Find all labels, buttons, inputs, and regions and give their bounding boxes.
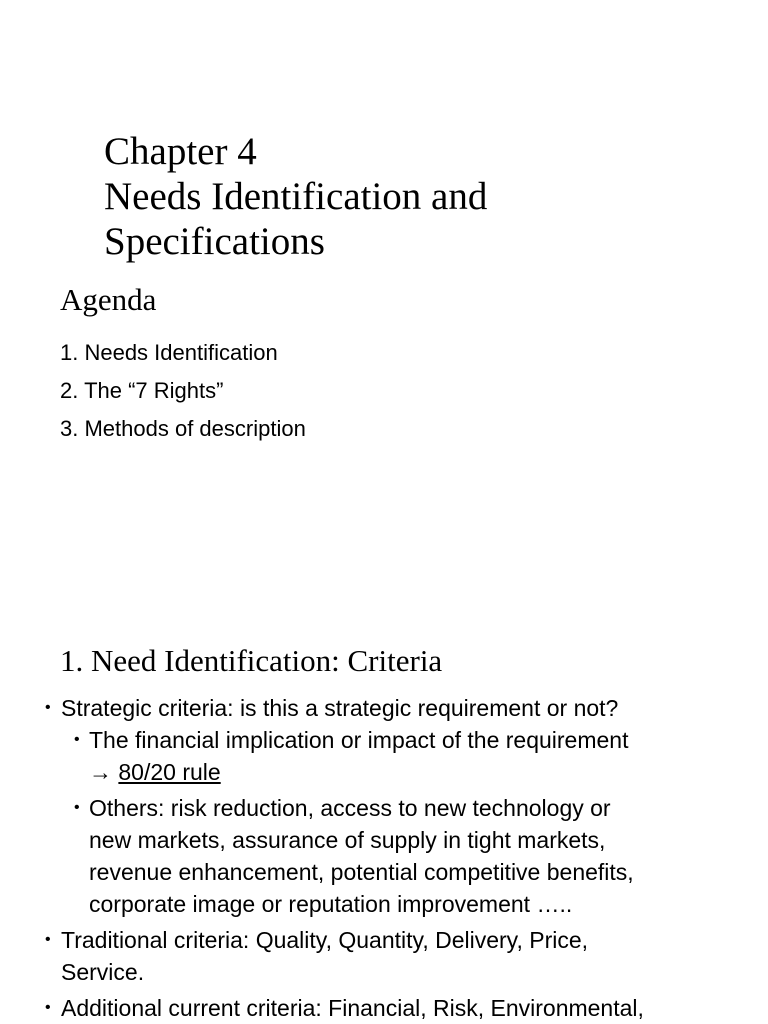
- agenda-item-1: 1. Needs Identification: [60, 340, 278, 365]
- subbullet-others-line-3: revenue enhancement, potential competitive benefits,: [89, 859, 634, 885]
- bullet-additional-text: Additional current criteria: Financial, Risk, Environmental,: [61, 995, 644, 1021]
- subbullet-financial: [0, 724, 768, 756]
- bullet-traditional-line-1: Traditional criteria: Quality, Quantity, Delivery, Price,: [61, 927, 589, 953]
- bullet-dot: •: [74, 731, 80, 748]
- bullet-additional: [0, 992, 768, 1024]
- bullet-strategic: [0, 692, 768, 724]
- subbullet-others-cont-3: [0, 888, 768, 920]
- subbullet-financial-text: The financial implication or impact of the requirement: [89, 727, 629, 753]
- subbullet-others-line-2: new markets, assurance of supply in tight markets,: [89, 827, 606, 853]
- section-heading: 1. Need Identification: Criteria: [60, 643, 443, 678]
- bullet-traditional: [0, 924, 768, 956]
- bullet-dot: •: [45, 999, 51, 1016]
- agenda-item-2: 2. The “7 Rights”: [60, 378, 224, 403]
- bullet-traditional-line-2: Service.: [61, 959, 145, 985]
- agenda-item-3: 3. Methods of description: [60, 416, 306, 441]
- slide-2: [0, 620, 768, 1024]
- rule-link: 80/20 rule: [118, 759, 221, 785]
- chapter-title: [104, 129, 487, 264]
- bullet-dot: •: [74, 799, 80, 816]
- criteria-bullet-list: [0, 692, 768, 1024]
- subbullet-financial-cont: [0, 756, 768, 788]
- title-line-2: Needs Identification and: [104, 175, 488, 218]
- subbullet-others-cont-2: [0, 856, 768, 888]
- bullet-dot: •: [45, 699, 51, 716]
- title-line-3: Specifications: [104, 220, 325, 263]
- subbullet-others: [0, 792, 768, 824]
- bullet-traditional-cont: [0, 956, 768, 988]
- bullet-dot: •: [45, 931, 51, 948]
- subbullet-others-line-1: Others: risk reduction, access to new technology or: [89, 795, 611, 821]
- title-line-1: Chapter 4: [104, 130, 257, 173]
- subbullet-others-cont-1: [0, 824, 768, 856]
- agenda-heading: Agenda: [60, 282, 157, 317]
- bullet-strategic-text: Strategic criteria: is this a strategic requirement or not?: [61, 695, 619, 721]
- subbullet-others-line-4: corporate image or reputation improvement …..: [89, 891, 573, 917]
- agenda-list: [60, 334, 306, 448]
- arrow-icon: →: [89, 759, 119, 785]
